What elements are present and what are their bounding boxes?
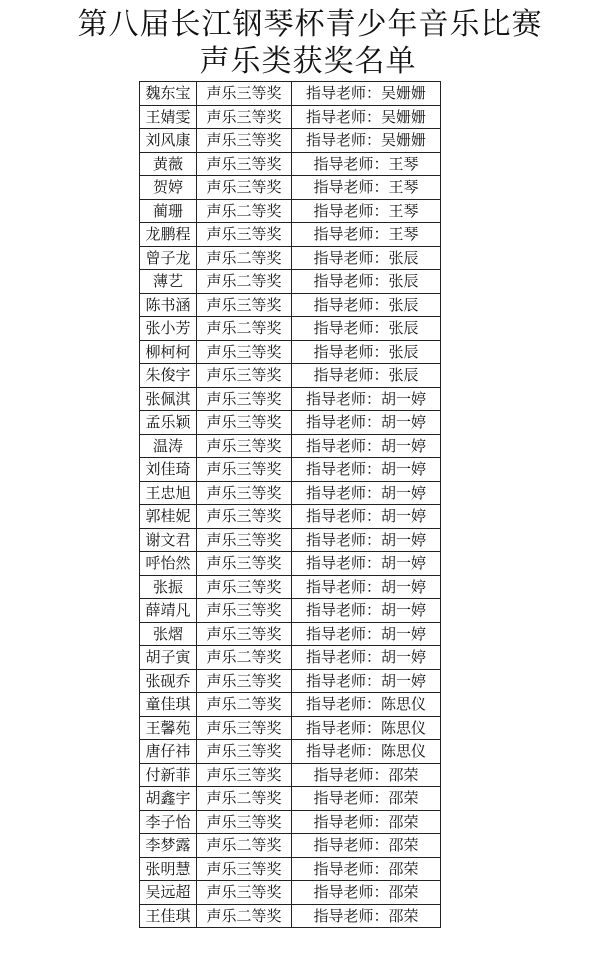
table-row <box>140 246 441 270</box>
table-row <box>140 176 441 200</box>
table-row <box>140 82 441 106</box>
teacher-cell: 指导老师：张辰 <box>292 340 441 364</box>
award-cell: 声乐二等奖 <box>197 199 292 223</box>
table-row <box>140 787 441 811</box>
table-row <box>140 270 441 294</box>
award-cell: 声乐三等奖 <box>197 716 292 740</box>
table-row <box>140 481 441 505</box>
student-name-cell: 童佳琪 <box>140 693 197 717</box>
teacher-cell: 指导老师：王琴 <box>292 176 441 200</box>
table-row <box>140 669 441 693</box>
table-row <box>140 575 441 599</box>
student-name-cell: 张佩淇 <box>140 387 197 411</box>
student-name-cell: 贺婷 <box>140 176 197 200</box>
table-row <box>140 552 441 576</box>
table-row <box>140 881 441 905</box>
student-name-cell: 郭桂妮 <box>140 505 197 529</box>
award-cell: 声乐二等奖 <box>197 904 292 928</box>
award-cell: 声乐三等奖 <box>197 505 292 529</box>
award-cell: 声乐三等奖 <box>197 857 292 881</box>
table-row <box>140 105 441 129</box>
award-cell: 声乐三等奖 <box>197 528 292 552</box>
award-cell: 声乐二等奖 <box>197 834 292 858</box>
teacher-cell: 指导老师：胡一婷 <box>292 458 441 482</box>
award-cell: 声乐三等奖 <box>197 481 292 505</box>
table-row <box>140 646 441 670</box>
table-row <box>140 434 441 458</box>
award-cell: 声乐三等奖 <box>197 364 292 388</box>
award-cell: 声乐三等奖 <box>197 176 292 200</box>
teacher-cell: 指导老师：陈思仪 <box>292 740 441 764</box>
student-name-cell: 呼怡然 <box>140 552 197 576</box>
table-row <box>140 340 441 364</box>
teacher-cell: 指导老师：胡一婷 <box>292 575 441 599</box>
table-row <box>140 505 441 529</box>
award-cell: 声乐三等奖 <box>197 293 292 317</box>
table-row <box>140 364 441 388</box>
teacher-cell: 指导老师：陈思仪 <box>292 693 441 717</box>
teacher-cell: 指导老师：胡一婷 <box>292 646 441 670</box>
award-cell: 声乐二等奖 <box>197 787 292 811</box>
award-cell: 声乐三等奖 <box>197 223 292 247</box>
student-name-cell: 薛靖凡 <box>140 599 197 623</box>
table-row <box>140 223 441 247</box>
award-cell: 声乐三等奖 <box>197 881 292 905</box>
page-title: 第八届长江钢琴杯青少年音乐比赛 <box>77 7 543 42</box>
teacher-cell: 指导老师：胡一婷 <box>292 505 441 529</box>
table-row <box>140 716 441 740</box>
table-row <box>140 810 441 834</box>
award-cell: 声乐三等奖 <box>197 434 292 458</box>
teacher-cell: 指导老师：邵荣 <box>292 810 441 834</box>
teacher-cell: 指导老师：胡一婷 <box>292 599 441 623</box>
teacher-cell: 指导老师：胡一婷 <box>292 622 441 646</box>
student-name-cell: 薄艺 <box>140 270 197 294</box>
table-row <box>140 763 441 787</box>
award-cell: 声乐三等奖 <box>197 599 292 623</box>
student-name-cell: 李子怡 <box>140 810 197 834</box>
student-name-cell: 朱俊宇 <box>140 364 197 388</box>
teacher-cell: 指导老师：邵荣 <box>292 834 441 858</box>
table-row <box>140 458 441 482</box>
student-name-cell: 龙鹏程 <box>140 223 197 247</box>
teacher-cell: 指导老师：张辰 <box>292 317 441 341</box>
award-cell: 声乐三等奖 <box>197 458 292 482</box>
student-name-cell: 刘佳琦 <box>140 458 197 482</box>
award-cell: 声乐三等奖 <box>197 622 292 646</box>
teacher-cell: 指导老师：吴姗姗 <box>292 82 441 106</box>
award-cell: 声乐二等奖 <box>197 693 292 717</box>
teacher-cell: 指导老师：张辰 <box>292 270 441 294</box>
student-name-cell: 谢文君 <box>140 528 197 552</box>
teacher-cell: 指导老师：邵荣 <box>292 904 441 928</box>
award-cell: 声乐三等奖 <box>197 552 292 576</box>
student-name-cell: 唐仔祎 <box>140 740 197 764</box>
table-row <box>140 599 441 623</box>
award-cell: 声乐三等奖 <box>197 105 292 129</box>
teacher-cell: 指导老师：胡一婷 <box>292 434 441 458</box>
student-name-cell: 陈书涵 <box>140 293 197 317</box>
award-cell: 声乐三等奖 <box>197 152 292 176</box>
student-name-cell: 刘风康 <box>140 129 197 153</box>
teacher-cell: 指导老师：吴姗姗 <box>292 129 441 153</box>
award-cell: 声乐三等奖 <box>197 740 292 764</box>
teacher-cell: 指导老师：胡一婷 <box>292 481 441 505</box>
table-row <box>140 740 441 764</box>
student-name-cell: 温涛 <box>140 434 197 458</box>
table-row <box>140 411 441 435</box>
student-name-cell: 王忠旭 <box>140 481 197 505</box>
student-name-cell: 王佳琪 <box>140 904 197 928</box>
teacher-cell: 指导老师：胡一婷 <box>292 528 441 552</box>
award-cell: 声乐三等奖 <box>197 763 292 787</box>
student-name-cell: 柳柯柯 <box>140 340 197 364</box>
teacher-cell: 指导老师：胡一婷 <box>292 387 441 411</box>
award-cell: 声乐三等奖 <box>197 669 292 693</box>
teacher-cell: 指导老师：邵荣 <box>292 857 441 881</box>
student-name-cell: 张振 <box>140 575 197 599</box>
teacher-cell: 指导老师：吴姗姗 <box>292 105 441 129</box>
award-table-body <box>140 82 441 928</box>
student-name-cell: 王婧雯 <box>140 105 197 129</box>
table-row <box>140 293 441 317</box>
student-name-cell: 张砚乔 <box>140 669 197 693</box>
table-row <box>140 693 441 717</box>
table-row <box>140 152 441 176</box>
award-cell: 声乐三等奖 <box>197 810 292 834</box>
teacher-cell: 指导老师：王琴 <box>292 223 441 247</box>
award-cell: 声乐三等奖 <box>197 82 292 106</box>
award-cell: 声乐三等奖 <box>197 387 292 411</box>
award-cell: 声乐三等奖 <box>197 575 292 599</box>
award-cell: 声乐三等奖 <box>197 411 292 435</box>
table-row <box>140 622 441 646</box>
award-cell: 声乐三等奖 <box>197 340 292 364</box>
teacher-cell: 指导老师：陈思仪 <box>292 716 441 740</box>
award-cell: 声乐二等奖 <box>197 270 292 294</box>
student-name-cell: 胡鑫宇 <box>140 787 197 811</box>
teacher-cell: 指导老师：邵荣 <box>292 763 441 787</box>
teacher-cell: 指导老师：邵荣 <box>292 881 441 905</box>
table-row <box>140 857 441 881</box>
student-name-cell: 曾子龙 <box>140 246 197 270</box>
student-name-cell: 蔺珊 <box>140 199 197 223</box>
award-cell: 声乐二等奖 <box>197 246 292 270</box>
table-row <box>140 528 441 552</box>
table-row <box>140 129 441 153</box>
table-row <box>140 199 441 223</box>
teacher-cell: 指导老师：邵荣 <box>292 787 441 811</box>
teacher-cell: 指导老师：胡一婷 <box>292 669 441 693</box>
student-name-cell: 魏东宝 <box>140 82 197 106</box>
student-name-cell: 张明慧 <box>140 857 197 881</box>
teacher-cell: 指导老师：胡一婷 <box>292 552 441 576</box>
award-cell: 声乐二等奖 <box>197 646 292 670</box>
award-cell: 声乐二等奖 <box>197 317 292 341</box>
table-row <box>140 834 441 858</box>
award-table <box>139 81 441 928</box>
student-name-cell: 胡子寅 <box>140 646 197 670</box>
teacher-cell: 指导老师：张辰 <box>292 246 441 270</box>
student-name-cell: 张小芳 <box>140 317 197 341</box>
teacher-cell: 指导老师：张辰 <box>292 293 441 317</box>
teacher-cell: 指导老师：胡一婷 <box>292 411 441 435</box>
page-subtitle: 声乐类获奖名单 <box>199 44 417 79</box>
award-cell: 声乐三等奖 <box>197 129 292 153</box>
student-name-cell: 吴远超 <box>140 881 197 905</box>
table-row <box>140 317 441 341</box>
student-name-cell: 王馨苑 <box>140 716 197 740</box>
teacher-cell: 指导老师：王琴 <box>292 152 441 176</box>
student-name-cell: 张熠 <box>140 622 197 646</box>
student-name-cell: 孟乐颖 <box>140 411 197 435</box>
table-row <box>140 904 441 928</box>
student-name-cell: 付新菲 <box>140 763 197 787</box>
teacher-cell: 指导老师：王琴 <box>292 199 441 223</box>
student-name-cell: 黄薇 <box>140 152 197 176</box>
student-name-cell: 李梦露 <box>140 834 197 858</box>
table-row <box>140 387 441 411</box>
teacher-cell: 指导老师：张辰 <box>292 364 441 388</box>
